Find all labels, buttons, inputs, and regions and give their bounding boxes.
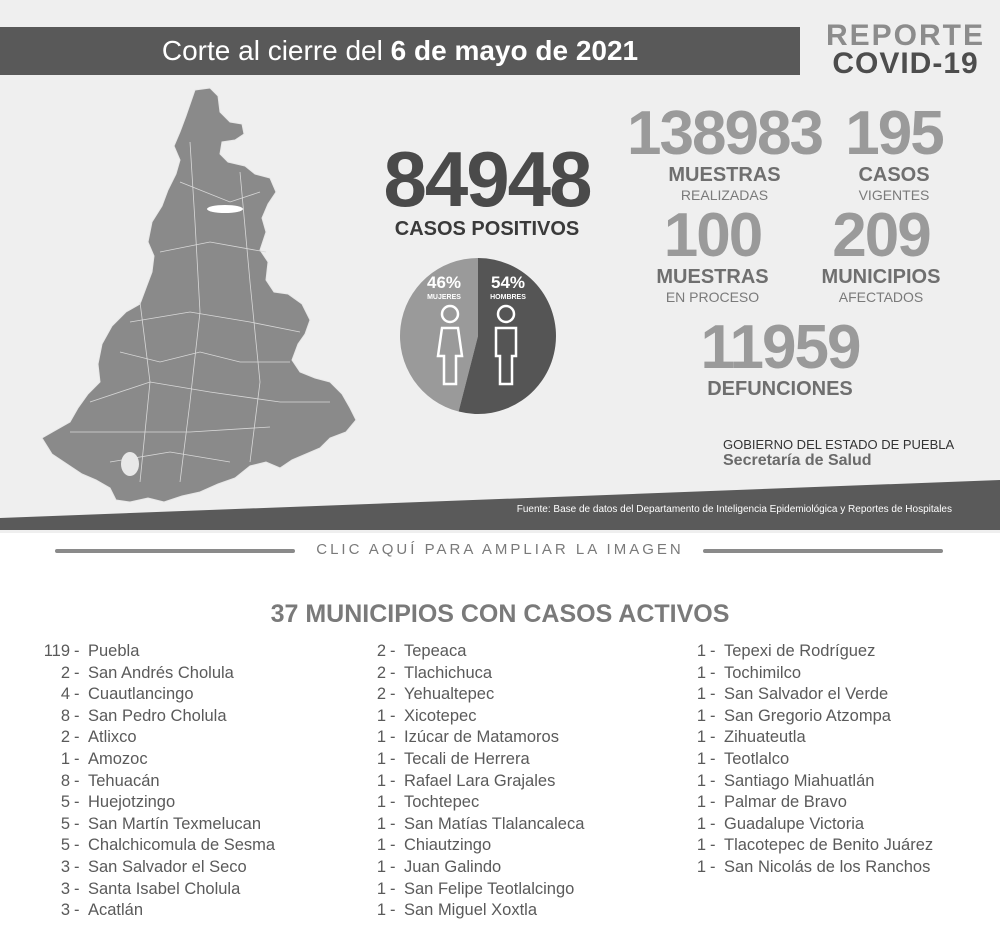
gender-pie-chart — [398, 256, 558, 416]
municipality-name: Tepeaca — [404, 642, 467, 660]
positive-cases-label: CASOS POSITIVOS — [394, 218, 580, 240]
puebla-state-map — [30, 82, 370, 514]
dash-separator: - — [710, 857, 716, 876]
municipality-row — [32, 792, 275, 814]
dash-separator: - — [74, 857, 80, 876]
active-cases-label: CASOS — [858, 164, 930, 186]
dash-separator: - — [710, 749, 716, 768]
dash-separator: - — [74, 728, 80, 747]
case-count: 1 — [696, 836, 706, 855]
dash-separator: - — [710, 706, 716, 725]
samples-done-value: 138983 — [627, 99, 822, 168]
municipality-row — [32, 749, 275, 771]
dash-separator: - — [74, 879, 80, 898]
dash-separator: - — [74, 642, 80, 660]
positive-cases-stat — [352, 135, 622, 241]
cut-date-text: Corte al cierre del 6 de mayo de 2021 — [161, 35, 639, 66]
municipality-row — [32, 663, 275, 685]
map-lake-shape — [207, 205, 243, 213]
dash-separator: - — [74, 793, 80, 812]
case-count: 3 — [60, 901, 70, 920]
municipality-name: Santa Isabel Cholula — [88, 879, 241, 898]
case-count: 2 — [376, 663, 386, 682]
municipality-row — [668, 857, 933, 879]
municipality-name: San Salvador el Seco — [88, 857, 247, 876]
municipalities-label: MUNICIPIOS — [821, 266, 941, 288]
case-count: 1 — [376, 901, 386, 920]
dash-separator: - — [390, 663, 396, 682]
municipality-name: San Matías Tlalancaleca — [404, 814, 585, 833]
dash-separator: - — [390, 685, 396, 704]
municipality-row — [348, 706, 584, 728]
dash-separator: - — [390, 771, 396, 790]
samples-done-sub: REALIZADAS — [680, 187, 769, 203]
municipalities-stat — [806, 201, 956, 305]
women-label: MUJERES — [427, 294, 461, 301]
municipality-row — [32, 684, 275, 706]
case-count: 1 — [376, 857, 386, 876]
municipality-row — [668, 727, 933, 749]
dash-separator: - — [390, 793, 396, 812]
case-count: 1 — [376, 728, 386, 747]
active-cases-value: 195 — [845, 99, 943, 168]
municipality-name: Tehuacán — [88, 771, 160, 790]
municipality-name: Izúcar de Matamoros — [404, 728, 559, 747]
case-count: 1 — [696, 685, 706, 704]
dash-separator: - — [74, 706, 80, 725]
dash-separator: - — [710, 685, 716, 704]
dash-separator: - — [390, 642, 396, 660]
municipality-name: Juan Galindo — [404, 857, 502, 876]
municipality-name: Amozoc — [88, 749, 148, 768]
dash-separator: - — [390, 814, 396, 833]
case-count: 2 — [60, 728, 70, 747]
dash-separator: - — [390, 879, 396, 898]
municipality-row — [32, 814, 275, 836]
case-count: 1 — [696, 706, 706, 725]
case-count: 1 — [376, 706, 386, 725]
municipalities-title: 37 MUNICIPIOS CON CASOS ACTIVOS — [270, 600, 730, 628]
municipality-row — [32, 771, 275, 793]
dash-separator: - — [710, 728, 716, 747]
municipality-name: Palmar de Bravo — [724, 793, 847, 812]
case-count: 8 — [60, 771, 70, 790]
dash-separator: - — [74, 663, 80, 682]
case-count: 1 — [376, 836, 386, 855]
municipality-name: Atlixco — [88, 728, 137, 747]
ministry-name: Secretaría de Salud — [723, 452, 872, 469]
municipality-column-1 — [32, 641, 275, 922]
municipality-row — [348, 857, 584, 879]
municipality-name: Tlacotepec de Benito Juárez — [724, 836, 934, 855]
municipality-name: San Miguel Xoxtla — [404, 901, 537, 920]
municipality-row — [348, 771, 584, 793]
case-count: 3 — [60, 857, 70, 876]
municipality-name: Tecali de Herrera — [404, 749, 530, 768]
active-cases-sub: VIGENTES — [858, 187, 930, 203]
municipality-name: Tlachichuca — [404, 663, 493, 682]
dash-separator: - — [710, 836, 716, 855]
municipality-column-2 — [348, 641, 584, 922]
municipality-name: San Martín Texmelucan — [88, 814, 262, 833]
samples-process-stat — [640, 201, 785, 305]
case-count: 1 — [696, 814, 706, 833]
municipality-name: Tepexi de Rodríguez — [724, 642, 876, 660]
dash-separator: - — [390, 857, 396, 876]
dash-separator: - — [74, 836, 80, 855]
municipality-row — [32, 879, 275, 901]
municipality-row — [668, 749, 933, 771]
municipality-row — [32, 727, 275, 749]
dash-separator: - — [74, 814, 80, 833]
case-count: 3 — [60, 879, 70, 898]
case-count: 1 — [60, 749, 70, 768]
deaths-value: 11959 — [700, 313, 860, 382]
dash-separator: - — [710, 771, 716, 790]
case-count: 1 — [696, 642, 706, 660]
case-count: 1 — [696, 857, 706, 876]
report-brand — [826, 19, 986, 80]
municipality-row — [668, 771, 933, 793]
case-count: 1 — [696, 771, 706, 790]
case-count: 1 — [376, 879, 386, 898]
dash-separator: - — [74, 749, 80, 768]
case-count: 1 — [376, 771, 386, 790]
date-banner — [0, 27, 800, 75]
dash-separator: - — [710, 793, 716, 812]
dash-separator: - — [710, 663, 716, 682]
municipality-name: Chalchicomula de Sesma — [88, 836, 276, 855]
women-pct: 46% — [426, 273, 462, 292]
dash-separator: - — [390, 749, 396, 768]
municipality-row — [348, 900, 584, 922]
municipalities-sub: AFECTADOS — [838, 289, 924, 305]
municipality-name: Puebla — [88, 642, 140, 660]
dash-separator: - — [74, 685, 80, 704]
source-note: Fuente: Base de datos del Departamento de Inteligencia Epidemiológica y Reportes de Hospitales — [516, 504, 952, 515]
municipality-name: Tochimilco — [724, 663, 802, 682]
dash-separator: - — [390, 901, 396, 920]
municipality-name: San Andrés Cholula — [88, 663, 234, 682]
municipality-row — [668, 684, 933, 706]
dash-separator: - — [390, 706, 396, 725]
municipality-row — [348, 663, 584, 685]
case-count: 1 — [696, 749, 706, 768]
case-count: 5 — [60, 836, 70, 855]
deaths-stat — [690, 313, 870, 401]
enlarge-image-link[interactable] — [0, 540, 1000, 562]
case-count: 1 — [696, 793, 706, 812]
municipality-row — [668, 792, 933, 814]
municipality-row — [668, 641, 933, 663]
municipality-name: Santiago Miahuatlán — [724, 771, 875, 790]
municipality-name: Cuautlancingo — [88, 685, 194, 704]
enlarge-image-label: CLIC AQUÍ PARA AMPLIAR LA IMAGEN — [316, 541, 684, 558]
dash-separator: - — [390, 728, 396, 747]
map-region-shape — [121, 452, 139, 476]
government-name: GOBIERNO DEL ESTADO DE PUEBLA — [723, 437, 955, 452]
case-count: 5 — [60, 793, 70, 812]
municipality-row — [668, 663, 933, 685]
municipality-row — [348, 749, 584, 771]
municipality-row — [668, 835, 933, 857]
samples-process-value: 100 — [663, 201, 762, 270]
municipality-name: Xicotepec — [404, 706, 477, 725]
municipality-name: San Gregorio Atzompa — [724, 706, 891, 725]
municipality-name: San Salvador el Verde — [724, 685, 889, 704]
dash-separator: - — [390, 836, 396, 855]
municipality-row — [348, 641, 584, 663]
municipality-row — [348, 684, 584, 706]
municipality-name: Chiautzingo — [404, 836, 492, 855]
municipality-name: Yehualtepec — [404, 685, 495, 704]
case-count: 1 — [696, 663, 706, 682]
men-label: HOMBRES — [490, 294, 526, 301]
positive-cases-value: 84948 — [383, 135, 591, 223]
government-credit — [723, 437, 973, 470]
dash-separator: - — [74, 901, 80, 920]
municipality-name: San Nicolás de los Ranchos — [724, 857, 931, 876]
deaths-label: DEFUNCIONES — [707, 378, 853, 400]
active-cases-stat — [834, 99, 954, 203]
case-count: 8 — [60, 706, 70, 725]
men-pct: 54% — [490, 273, 526, 292]
municipality-name: Zihuateutla — [724, 728, 806, 747]
municipality-row — [32, 857, 275, 879]
municipality-row — [32, 706, 275, 728]
municipalities-value: 209 — [832, 201, 930, 270]
case-count: 2 — [376, 642, 386, 660]
case-count: 119 — [43, 642, 70, 660]
municipality-row — [348, 835, 584, 857]
municipality-row — [32, 900, 275, 922]
case-count: 2 — [376, 685, 386, 704]
municipality-column-3 — [668, 641, 933, 879]
samples-process-label: MUESTRAS — [656, 266, 769, 288]
case-count: 1 — [696, 728, 706, 747]
case-count: 1 — [376, 749, 386, 768]
municipality-name: Teotlalco — [724, 749, 790, 768]
case-count: 4 — [60, 685, 70, 704]
samples-done-stat — [622, 99, 827, 203]
municipality-name: Tochtepec — [404, 793, 480, 812]
brand-line-2: COVID-19 — [832, 47, 979, 80]
case-count: 1 — [376, 793, 386, 812]
municipality-row — [348, 792, 584, 814]
municipality-row — [348, 814, 584, 836]
municipality-row — [32, 835, 275, 857]
municipality-row — [348, 879, 584, 901]
municipality-name: San Felipe Teotlalcingo — [404, 879, 575, 898]
brand-line-1: REPORTE — [826, 19, 986, 52]
municipality-name: Guadalupe Victoria — [724, 814, 865, 833]
case-count: 2 — [60, 663, 70, 682]
dash-separator: - — [710, 814, 716, 833]
samples-done-label: MUESTRAS — [668, 164, 781, 186]
municipality-name: San Pedro Cholula — [88, 706, 227, 725]
dash-separator: - — [710, 642, 716, 660]
case-count: 1 — [376, 814, 386, 833]
municipality-row — [668, 706, 933, 728]
municipality-name: Huejotzingo — [88, 793, 176, 812]
samples-process-sub: EN PROCESO — [665, 289, 760, 305]
dash-separator: - — [74, 771, 80, 790]
municipality-name: Rafael Lara Grajales — [404, 771, 556, 790]
case-count: 5 — [60, 814, 70, 833]
municipality-name: Acatlán — [88, 901, 144, 920]
municipality-row — [32, 641, 275, 663]
municipality-row — [668, 814, 933, 836]
municipality-row — [348, 727, 584, 749]
